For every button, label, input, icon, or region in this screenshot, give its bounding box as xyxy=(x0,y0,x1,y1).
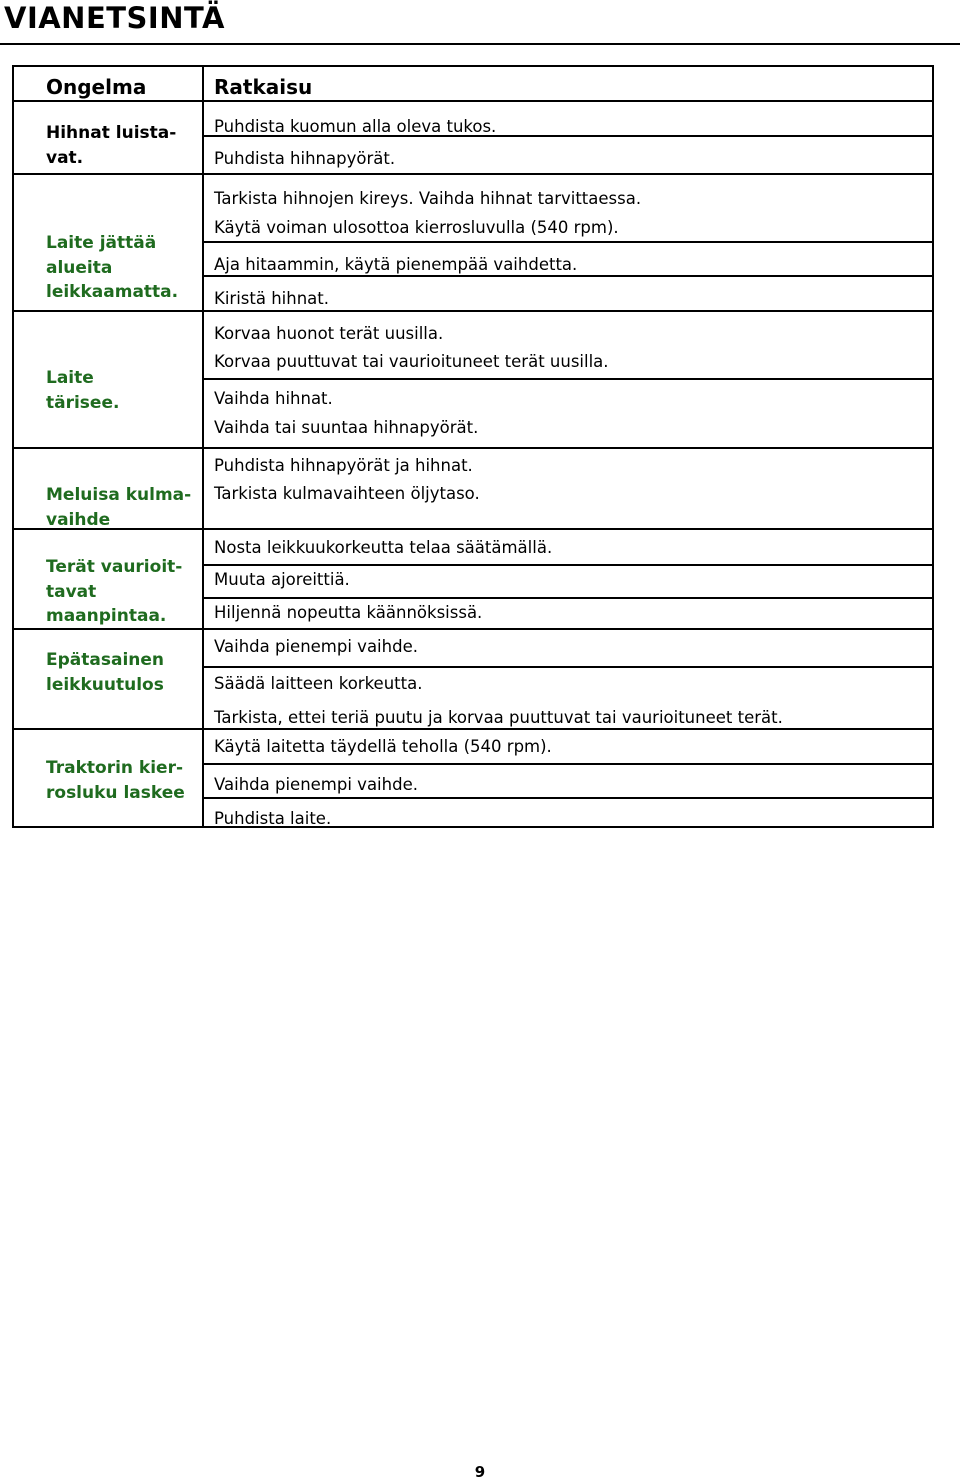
solution-row-divider xyxy=(202,797,932,799)
solution-line: Korvaa huonot terät uusilla. xyxy=(214,324,444,343)
solution-line: Tarkista hihnojen kireys. Vaihda hihnat tarvittaessa. xyxy=(214,189,642,208)
solution-row-divider xyxy=(202,564,932,566)
solution-line: Muuta ajoreittiä. xyxy=(214,570,350,589)
solution-row-divider xyxy=(202,378,932,380)
solution-line: Säädä laitteen korkeutta. xyxy=(214,674,423,693)
solution-line: Nosta leikkuukorkeutta telaa säätämällä. xyxy=(214,538,553,557)
solution-row-divider xyxy=(202,666,932,668)
solution-line: Puhdista kuomun alla oleva tukos. xyxy=(214,117,497,136)
problem-cell: Epätasainen leikkuutulos xyxy=(46,650,165,695)
title-divider xyxy=(0,43,960,45)
problem-cell: Laite tärisee. xyxy=(46,368,120,413)
problem-row-divider xyxy=(14,173,932,175)
solution-row-divider xyxy=(202,597,932,599)
page-title: VIANETSINTÄ xyxy=(4,1,225,35)
problem-cell: Laite jättää alueita leikkaamatta. xyxy=(46,233,179,302)
solution-line: Vaihda hihnat. xyxy=(214,389,333,408)
problem-cell: Terät vaurioit- tavat maanpintaa. xyxy=(46,557,183,626)
problem-row-divider xyxy=(14,447,932,449)
solution-row-divider xyxy=(202,241,932,243)
solution-line: Vaihda pienempi vaihde. xyxy=(214,637,418,656)
solution-line: Hiljennä nopeutta käännöksissä. xyxy=(214,603,483,622)
solution-line: Kiristä hihnat. xyxy=(214,289,329,308)
troubleshooting-table xyxy=(12,65,934,828)
solution-line: Käytä laitetta täydellä teholla (540 rpm). xyxy=(214,737,552,756)
solution-line: Käytä voiman ulosottoa kierrosluvulla (540 rpm). xyxy=(214,218,619,237)
problem-cell: Hihnat luista- vat. xyxy=(46,123,177,168)
problem-cell: Traktorin kier- rosluku laskee xyxy=(46,758,185,803)
solution-line: Tarkista, ettei teriä puutu ja korvaa puuttuvat tai vaurioituneet terät. xyxy=(214,708,783,727)
problem-row-divider xyxy=(14,310,932,312)
solution-line: Vaihda pienempi vaihde. xyxy=(214,775,418,794)
header-row-divider xyxy=(14,100,932,102)
header-problem: Ongelma xyxy=(46,75,147,99)
solution-row-divider xyxy=(202,763,932,765)
solution-line: Puhdista laite. xyxy=(214,809,332,828)
header-solution: Ratkaisu xyxy=(214,75,313,99)
solution-line: Vaihda tai suuntaa hihnapyörät. xyxy=(214,418,479,437)
solution-line: Aja hitaammin, käytä pienempää vaihdetta. xyxy=(214,255,578,274)
solution-line: Puhdista hihnapyörät. xyxy=(214,149,396,168)
problem-cell: Meluisa kulma- vaihde xyxy=(46,485,192,530)
solution-line: Puhdista hihnapyörät ja hihnat. xyxy=(214,456,473,475)
page-number: 9 xyxy=(474,1463,486,1481)
solution-line: Korvaa puuttuvat tai vaurioituneet terät uusilla. xyxy=(214,352,609,371)
solution-line: Tarkista kulmavaihteen öljytaso. xyxy=(214,484,480,503)
